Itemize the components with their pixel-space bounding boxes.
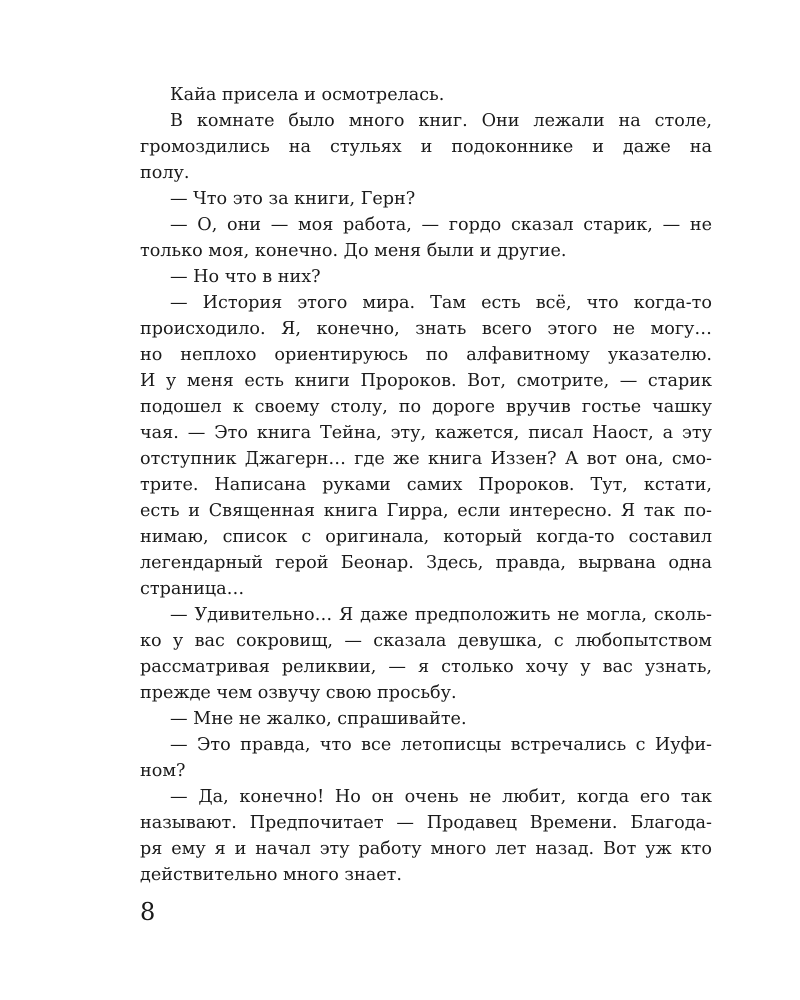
text-line: действительно много знает. [140, 865, 402, 885]
text-line: прежде чем озвучу свою просьбу. [140, 683, 457, 703]
paragraph [140, 290, 712, 602]
text-line: есть и Священная книга Гирра, если интересно. Я так по- [140, 501, 712, 521]
paragraph [140, 108, 712, 186]
text-line: происходило. Я, конечно, знать всего этого не могу… [140, 319, 712, 339]
text-line: страница… [140, 579, 245, 599]
text-line: — Что это за книги, Герн? [170, 189, 416, 209]
text-line: трите. Написана руками самих Пророков. Тут, кстати, [140, 475, 712, 495]
text-line: — Это правда, что все летописцы встречались с Иуфи- [170, 735, 712, 755]
paragraph [140, 732, 712, 784]
text-line: — История этого мира. Там есть всё, что когда-то [170, 293, 712, 313]
text-line: И у меня есть книги Пророков. Вот, смотрите, — старик [140, 371, 712, 391]
page-number: 8 [140, 898, 156, 926]
text-line: — Мне не жалко, спрашивайте. [170, 709, 467, 729]
text-line: В комнате было много книг. Они лежали на столе, [170, 111, 712, 131]
text-line: — Да, конечно! Но он очень не любит, когда его так [170, 787, 712, 807]
text-line: легендарный герой Беонар. Здесь, правда, вырвана одна [140, 553, 712, 573]
text-line: называют. Предпочитает — Продавец Времени. Благода- [140, 813, 712, 833]
paragraph [140, 706, 712, 732]
text-line: только моя, конечно. До меня были и другие. [140, 241, 567, 261]
text-line: подошел к своему столу, по дороге вручив гостье чашку [140, 397, 712, 417]
text-line: полу. [140, 163, 190, 183]
text-line: — Но что в них? [170, 267, 321, 287]
text-line: рассматривая реликвии, — я столько хочу у вас узнать, [140, 657, 712, 677]
text-line: чая. — Это книга Тейна, эту, кажется, писал Наост, а эту [140, 423, 712, 443]
text-line: нимаю, список с оригинала, который когда-то составил [140, 527, 712, 547]
page-text [140, 82, 712, 888]
text-line: ном? [140, 761, 186, 781]
paragraph [140, 602, 712, 706]
text-line: отступник Джагерн… где же книга Иззен? А вот она, смо- [140, 449, 712, 469]
text-line: ко у вас сокровищ, — сказала девушка, с любопытством [140, 631, 712, 651]
text-line: — О, они — моя работа, — гордо сказал старик, — не [170, 215, 712, 235]
text-line: но неплохо ориентируюсь по алфавитному указателю. [140, 345, 712, 365]
text-line: ря ему я и начал эту работу много лет назад. Вот уж кто [140, 839, 712, 859]
text-line: Кайа присела и осмотрелась. [170, 85, 445, 105]
paragraph [140, 784, 712, 888]
paragraph [140, 186, 712, 212]
paragraph [140, 82, 712, 108]
paragraph [140, 212, 712, 264]
text-line: громоздились на стульях и подоконнике и даже на [140, 137, 712, 157]
text-line: — Удивительно… Я даже предположить не могла, сколь- [170, 605, 712, 625]
paragraph [140, 264, 712, 290]
